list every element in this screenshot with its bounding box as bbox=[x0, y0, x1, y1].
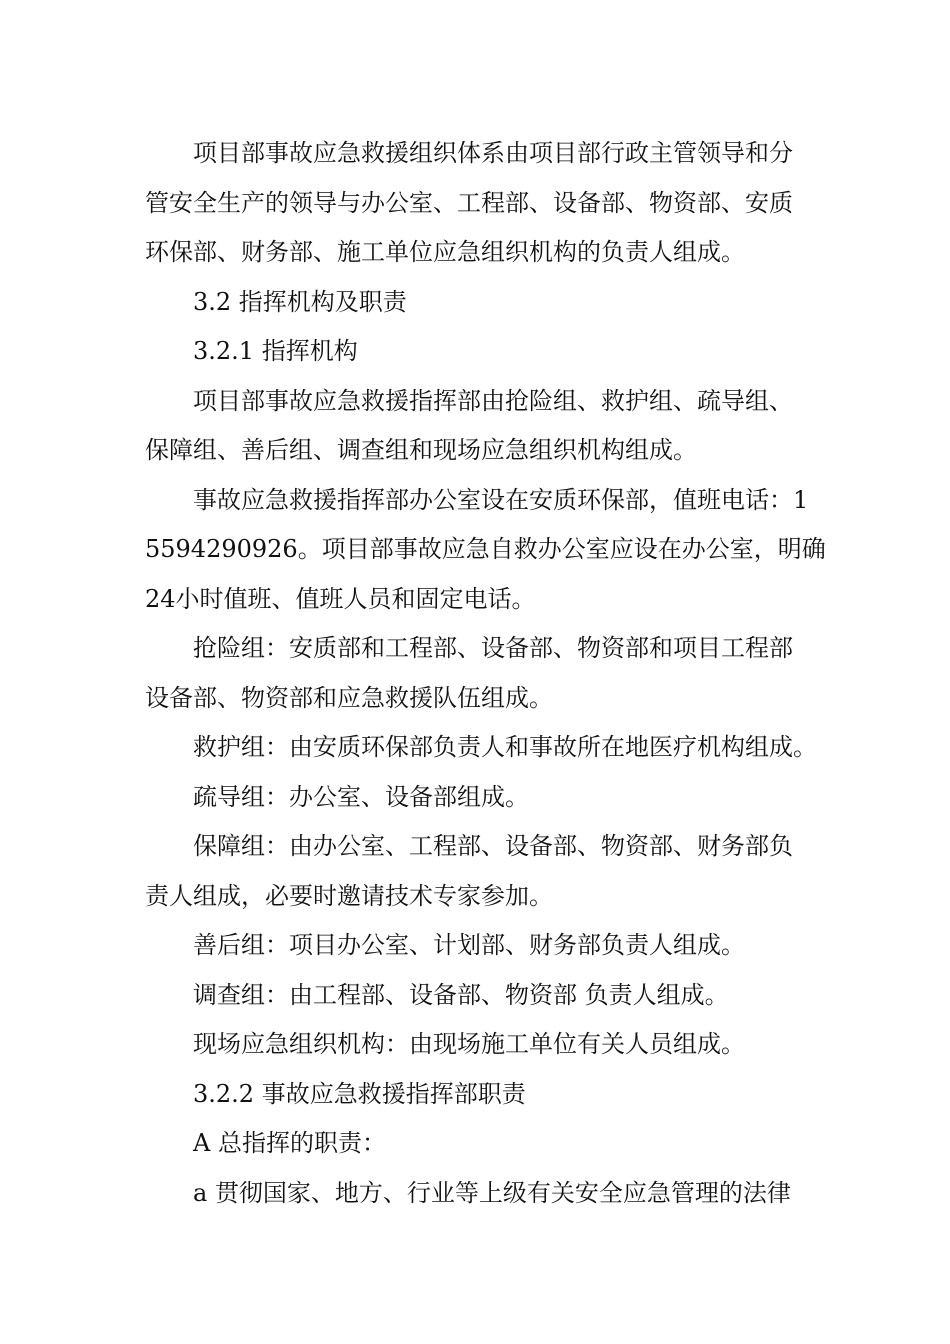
paragraph-guidance-team bbox=[145, 773, 810, 823]
document-body bbox=[145, 129, 826, 1218]
paragraph-onsite-organization bbox=[145, 1020, 810, 1070]
paragraph-investigation-team bbox=[145, 971, 810, 1021]
text-line: 保障组、善后组、调查组和现场应急组织机构组成。 bbox=[145, 436, 697, 464]
paragraph-support-team bbox=[145, 822, 810, 921]
text-line: 责人组成，必要时邀请技术专家参加。 bbox=[145, 881, 553, 910]
text-line: 现场应急组织机构：由现场施工单位有关人员组成。 bbox=[193, 1030, 745, 1058]
section-heading-3-2-1 bbox=[145, 327, 810, 377]
text-line: 管安全生产的领导与办公室、工程部、设备部、物资部、安质 bbox=[145, 188, 793, 217]
section-heading-3-2 bbox=[145, 278, 810, 328]
paragraph-org-system bbox=[145, 129, 810, 278]
subheading-commander-duties bbox=[145, 1119, 810, 1169]
list-item-a bbox=[145, 1169, 810, 1219]
text-line: 救护组：由安质环保部负责人和事故所在地医疗机构组成。 bbox=[193, 733, 817, 761]
heading-text: 3.2.1 指挥机构 bbox=[193, 337, 358, 365]
paragraph-medical-team bbox=[145, 723, 817, 773]
heading-text: 3.2.2 事故应急救援指挥部职责 bbox=[193, 1079, 526, 1108]
text-line: a 贯彻国家、地方、行业等上级有关安全应急管理的法律 bbox=[193, 1178, 791, 1207]
text-line: 项目部事故应急救援指挥部由抢险组、救护组、疏导组、 bbox=[193, 386, 793, 415]
text-line: 调查组：由工程部、设备部、物资部 负责人组成。 bbox=[193, 980, 729, 1009]
heading-text: A 总指挥的职责： bbox=[193, 1129, 386, 1157]
paragraph-command-composition bbox=[145, 377, 810, 476]
text-line: 疏导组：办公室、设备部组成。 bbox=[193, 782, 529, 811]
text-line: 保障组：由办公室、工程部、设备部、物资部、财务部负 bbox=[193, 832, 793, 860]
text-line: 5594290926。项目部事故应急自救办公室应设在办公室，明确 bbox=[145, 535, 826, 563]
text-line: 事故应急救援指挥部办公室设在安质环保部，值班电话：1 bbox=[193, 485, 809, 514]
section-heading-3-2-2 bbox=[145, 1070, 810, 1120]
text-line: 设备部、物资部和应急救援队伍组成。 bbox=[145, 683, 553, 712]
text-line: 环保部、财务部、施工单位应急组织机构的负责人组成。 bbox=[145, 238, 745, 266]
heading-text: 3.2 指挥机构及职责 bbox=[193, 287, 407, 316]
paragraph-office-duty-phone bbox=[145, 476, 826, 625]
paragraph-aftermath-team bbox=[145, 921, 810, 971]
text-line: 抢险组：安质部和工程部、设备部、物资部和项目工程部 bbox=[193, 634, 793, 662]
text-line: 善后组：项目办公室、计划部、财务部负责人组成。 bbox=[193, 931, 745, 959]
text-line: 项目部事故应急救援组织体系由项目部行政主管领导和分 bbox=[193, 139, 793, 167]
paragraph-rescue-team bbox=[145, 624, 810, 723]
text-line: 24小时值班、值班人员和固定电话。 bbox=[145, 584, 536, 613]
